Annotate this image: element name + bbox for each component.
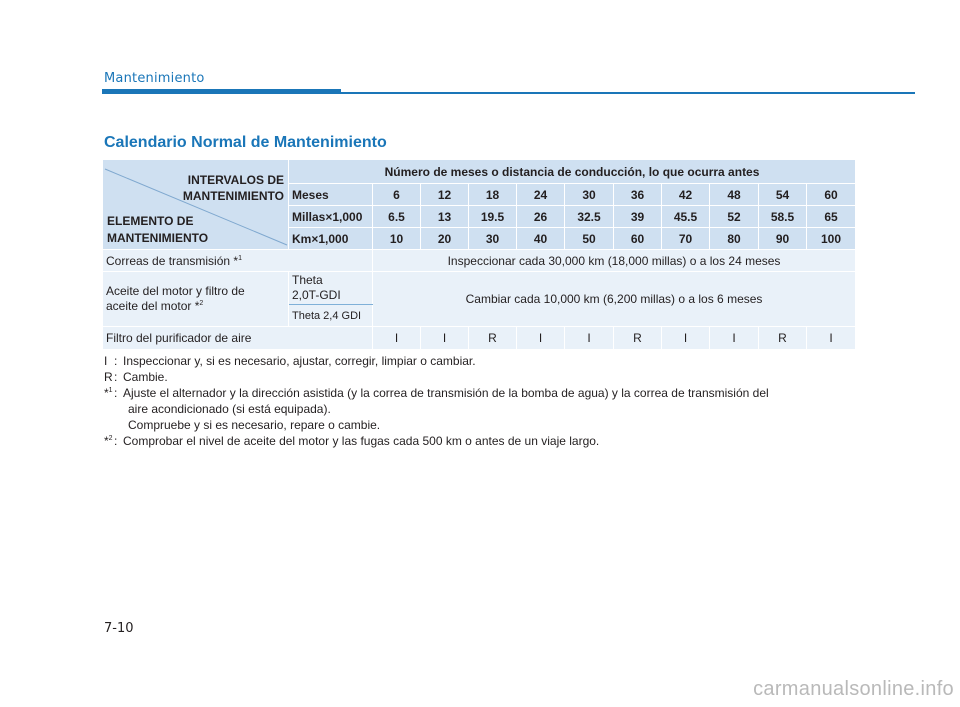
section-title: Mantenimiento (104, 71, 205, 86)
miles-value: 58.5 (759, 206, 807, 228)
item-air-filter: Filtro del purificador de aire (103, 327, 373, 350)
engine-oil-interval: Cambiar cada 10,000 km (6,200 millas) o a los 6 meses (373, 272, 856, 327)
air-filter-value: I (710, 327, 759, 350)
air-filter-value: R (614, 327, 662, 350)
corner-item-label (107, 213, 208, 247)
air-filter-value: I (373, 327, 421, 350)
months-value: 48 (710, 184, 759, 206)
air-filter-value: R (469, 327, 517, 350)
km-value: 70 (662, 228, 710, 250)
note-key: *$^2$ (104, 434, 113, 448)
engine-theta-turbo-line-2: 2,0T-GDI (292, 288, 341, 302)
miles-value: 39 (614, 206, 662, 228)
header-rule-thin (341, 92, 915, 94)
note-key: *$^1$ (104, 386, 113, 400)
footnote-ref: 1 (108, 387, 113, 394)
air-filter-value: I (662, 327, 710, 350)
km-value: 60 (614, 228, 662, 250)
note-text: Ajuste el alternador y la dirección asistida (y la correa de transmisión de la bomba de agua) y la correa de transmisión del (123, 386, 769, 400)
interval-header: Número de meses o distancia de conducción, lo que ocurra antes (289, 160, 856, 184)
note-inspect: I : Inspeccionar y, si es necesario, ajustar, corregir, limpiar o cambiar. (104, 354, 476, 368)
item-engine-oil-line-1: Aceite del motor y filtro de (106, 284, 245, 298)
note-key: I (104, 354, 108, 368)
footnote-ref: 2 (108, 435, 113, 442)
note-text: Inspeccionar y, si es necesario, ajustar, corregir, limpiar o cambiar. (123, 354, 476, 368)
miles-value: 45.5 (662, 206, 710, 228)
table-row-drive-belts (103, 250, 856, 272)
item-drive-belts (103, 250, 373, 272)
legend-notes (104, 353, 864, 449)
air-filter-value: I (807, 327, 856, 350)
months-value: 18 (469, 184, 517, 206)
air-filter-value: R (759, 327, 807, 350)
km-value: 20 (421, 228, 469, 250)
km-value: 100 (807, 228, 856, 250)
miles-value: 19.5 (469, 206, 517, 228)
engine-theta-turbo (289, 272, 373, 305)
note-footnote-1-cont-2: Compruebe y si es necesario, repare o cambie. (128, 418, 381, 432)
months-value: 12 (421, 184, 469, 206)
km-value: 40 (517, 228, 565, 250)
corner-intervals-line-1: INTERVALOS DE (187, 172, 284, 187)
months-value: 30 (565, 184, 614, 206)
corner-item-line-1: ELEMENTO DE (107, 213, 194, 228)
note-footnote-1-cont-1: aire acondicionado (si está equipada). (128, 402, 331, 416)
months-value: 42 (662, 184, 710, 206)
table-corner-cell (103, 160, 289, 250)
item-engine-oil (103, 272, 289, 327)
note-replace: R : Cambie. (104, 370, 168, 384)
drive-belts-interval: Inspeccionar cada 30,000 km (18,000 millas) o a los 24 meses (373, 250, 856, 272)
item-drive-belts-label: Correas de transmisión * (106, 253, 239, 268)
miles-value: 65 (807, 206, 856, 228)
note-text: Comprobar el nivel de aceite del motor y las fugas cada 500 km o antes de un viaje largo. (123, 434, 600, 448)
km-value: 90 (759, 228, 807, 250)
table-row-engine-oil (103, 272, 856, 305)
months-value: 6 (373, 184, 421, 206)
miles-value: 13 (421, 206, 469, 228)
months-value: 60 (807, 184, 856, 206)
months-value: 54 (759, 184, 807, 206)
item-engine-oil-line-2: aceite del motor * (106, 299, 200, 313)
miles-value: 52 (710, 206, 759, 228)
note-footnote-2: *$^2$ : Comprobar el nivel de aceite del motor y las fugas cada 500 km o antes de un viaje largo. (104, 434, 600, 448)
page-number: 7-10 (104, 621, 134, 636)
months-value: 24 (517, 184, 565, 206)
header-rule-thick (102, 89, 341, 94)
km-value: 10 (373, 228, 421, 250)
row-label-miles: Millas×1,000 (289, 206, 373, 228)
months-value: 36 (614, 184, 662, 206)
km-value: 50 (565, 228, 614, 250)
note-text: Cambie. (123, 370, 168, 384)
row-label-months: Meses (289, 184, 373, 206)
miles-value: 26 (517, 206, 565, 228)
miles-value: 6.5 (373, 206, 421, 228)
watermark: carmanualsonline.info (753, 678, 954, 700)
km-value: 80 (710, 228, 759, 250)
air-filter-value: I (421, 327, 469, 350)
corner-item-line-2: MANTENIMIENTO (107, 230, 209, 245)
maintenance-schedule-table (102, 159, 856, 350)
footnote-ref: 2 (199, 300, 204, 307)
engine-theta-gdi: Theta 2,4 GDI (289, 305, 373, 327)
km-value: 30 (469, 228, 517, 250)
air-filter-value: I (517, 327, 565, 350)
air-filter-value: I (565, 327, 614, 350)
note-key: R (104, 370, 113, 384)
page-heading: Calendario Normal de Mantenimiento (104, 134, 387, 151)
table-row-air-filter (103, 327, 856, 350)
footnote-ref: 1 (238, 254, 242, 262)
row-label-km: Km×1,000 (289, 228, 373, 250)
note-footnote-1: *$^1$ : Ajuste el alternador y la dirección asistida (y la correa de transmisión de la bomba de agua) y la correa de transmisión del (104, 386, 769, 400)
corner-intervals-line-2: MANTENIMIENTO (182, 188, 284, 203)
miles-value: 32.5 (565, 206, 614, 228)
corner-intervals-label (183, 172, 284, 204)
engine-theta-turbo-line-1: Theta (292, 273, 323, 287)
